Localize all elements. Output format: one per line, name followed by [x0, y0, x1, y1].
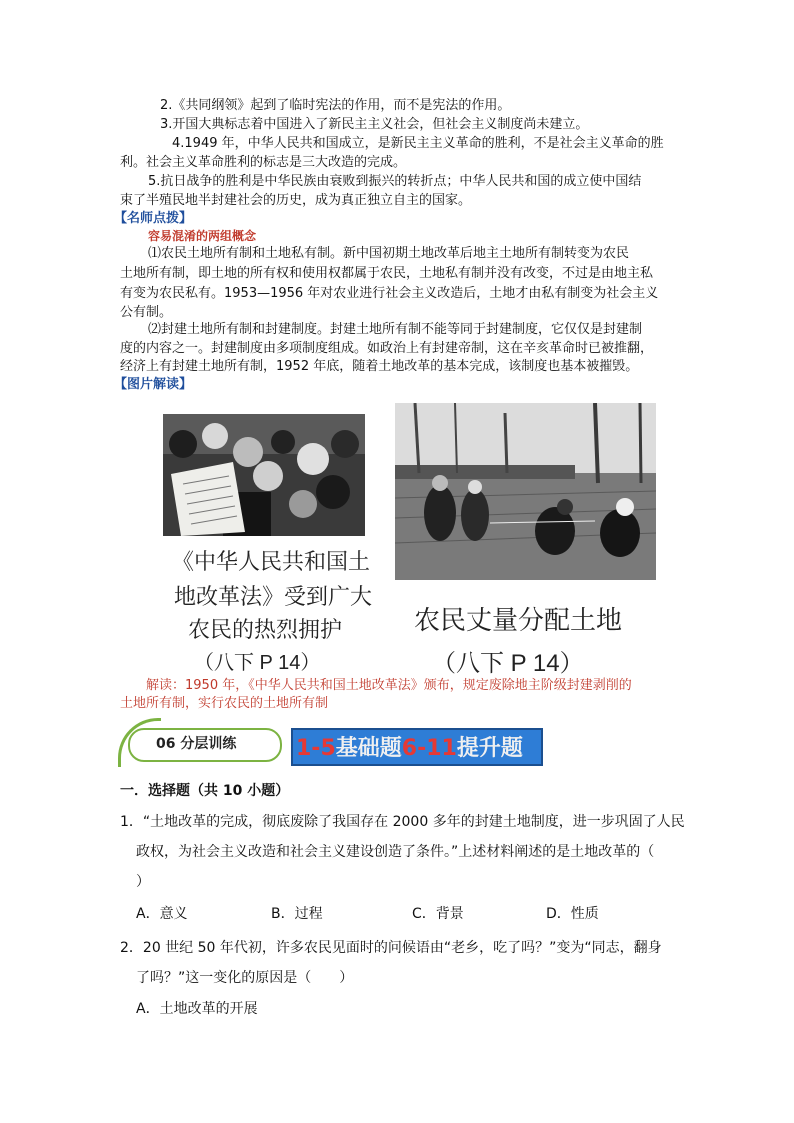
picture-reading-heading: 【图片解读】 — [114, 377, 193, 392]
question-1-option-c[interactable]: C．背景 — [412, 906, 464, 922]
question-1-option-a[interactable]: A．意义 — [136, 906, 188, 922]
point-4-line1: 4.1949 年，中华人民共和国成立，是新民主主义革命的胜利，不是社会主义革命的胜 — [172, 136, 664, 151]
concept-2-line3: 经济上有封建土地所有制，1952 年底，随着土地改革的基本完成，该制度也基本被摧毁。 — [120, 359, 639, 374]
concept-1-line1: ⑴农民土地所有制和土地私有制。新中国初期土地改革后地主土地所有制转变为农民 — [148, 246, 630, 261]
caption-1-line1: 《中华人民共和国土 — [172, 550, 371, 575]
reading-line2: 土地所有制，实行农民的土地所有制 — [120, 696, 329, 711]
advanced-range: 6-11 — [401, 736, 457, 761]
question-1-line1: 1．“土地改革的完成，彻底废除了我国存在 2000 多年的封建土地制度，进一步巩固了人民 — [120, 814, 685, 830]
basic-range: 1-5 — [296, 736, 336, 761]
caption-2-line2: （八下 P 14） — [432, 650, 584, 677]
question-1-line3: ） — [136, 874, 150, 890]
crowd-reading-photo — [163, 414, 365, 536]
caption-1-line3: 农民的热烈拥护 — [188, 618, 343, 643]
question-2-line1: 2．20 世纪 50 年代初，许多农民见面时的问候语由“老乡，吃了吗？”变为“同志，翻身 — [120, 940, 662, 956]
question-1-option-d[interactable]: D．性质 — [546, 906, 599, 922]
teacher-tips-subheading: 容易混淆的两组概念 — [148, 229, 257, 243]
question-2-line2: 了吗？”这一变化的原因是（ ） — [136, 970, 354, 986]
question-2-option-a[interactable]: A．土地改革的开展 — [136, 1001, 258, 1017]
concept-2-line2: 度的内容之一。封建制度由多项制度组成。如政治上有封建帝制，这在辛亥革命时已被推翻， — [120, 341, 654, 356]
concept-1-line2: 土地所有制，即土地的所有权和使用权都属于农民，土地私有制并没有改变，不过是由地主私 — [120, 266, 654, 281]
point-2: 2.《共同纲领》起到了临时宪法的作用，而不是宪法的作用。 — [160, 98, 511, 113]
concept-1-line3: 有变为农民私有。1953—1956 年对农业进行社会主义改造后，土地才由私有制变为社会主义 — [120, 286, 659, 301]
question-1-line2: 政权，为社会主义改造和社会主义建设创造了条件。”上述材料阐述的是土地改革的（ — [136, 844, 655, 860]
caption-1-line4: （八下 P 14） — [194, 652, 321, 674]
basic-label: 基础题 — [335, 736, 402, 761]
section-banner-label: 06 分层训练 — [156, 736, 237, 752]
concept-1-line4: 公有制。 — [120, 305, 173, 320]
point-4-line2: 利。社会主义革命胜利的标志是三大改造的完成。 — [120, 155, 407, 170]
caption-2-line1: 农民丈量分配土地 — [414, 606, 623, 636]
advanced-label: 提升题 — [456, 736, 523, 761]
question-1-option-b[interactable]: B．过程 — [271, 906, 323, 922]
reading-line1: 解读：1950 年，《中华人民共和国土地改革法》颁布，规定废除地主阶级封建剥削的 — [146, 678, 632, 693]
point-5-line2: 束了半殖民地半封建社会的历史，成为真正独立自主的国家。 — [120, 193, 472, 208]
point-5-line1: 5.抗日战争的胜利是中华民族由衰败到振兴的转折点；中华人民共和国的成立使中国结 — [148, 174, 642, 189]
concept-2-line1: ⑵封建土地所有制和封建制度。封建土地所有制不能等同于封建制度，它仅仅是封建制 — [148, 322, 643, 337]
teacher-tips-heading: 【名师点拨】 — [114, 211, 193, 226]
point-3: 3.开国大典标志着中国进入了新民主主义社会，但社会主义制度尚未建立。 — [160, 117, 589, 132]
farmers-measuring-photo — [395, 403, 656, 580]
section-title: 一．选择题（共 10 小题） — [120, 783, 290, 799]
difficulty-banner-text — [296, 731, 523, 762]
caption-1-line2: 地改革法》受到广大 — [174, 585, 373, 610]
